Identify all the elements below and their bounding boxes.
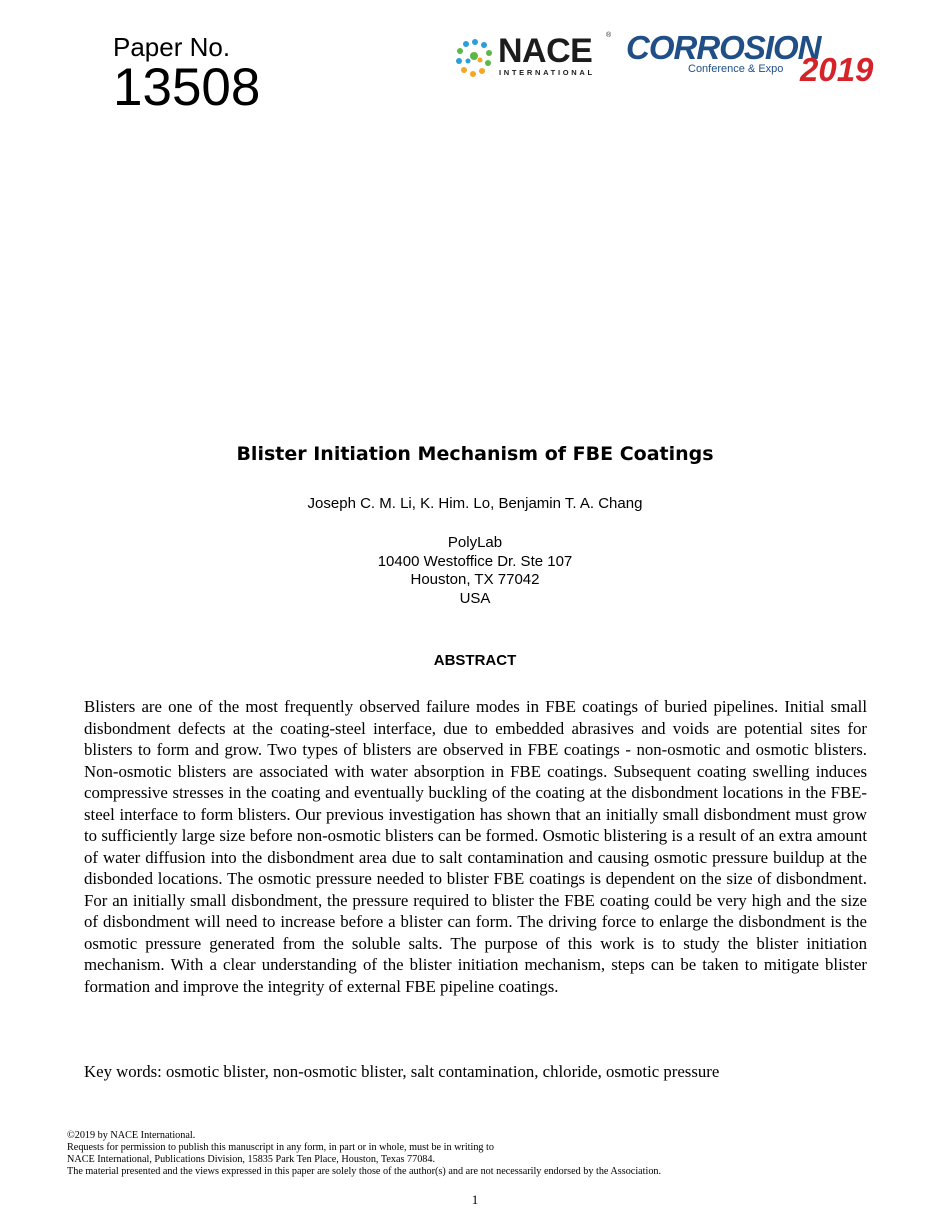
author-list: Joseph C. M. Li, K. Him. Lo, Benjamin T. A. Chang [307,495,643,512]
footer-notice [67,1130,867,1178]
footer-permission-line-2: NACE International, Publications Division, 15835 Park Ten Place, Houston, Texas 77084. [67,1154,436,1165]
paper-number-label: Paper No. [113,32,231,62]
affiliation-organization: PolyLab [447,534,503,551]
nace-wordmark: NACE [498,32,593,70]
abstract-text: Blisters are one of the most frequently observed failure modes in FBE coatings of buried pipelines. Initial small disbondment defects at the coating-steel interface, due to embedded abrasives and voids are potential sites for blisters to form and grow. Two types of blisters are observed in FBE coatings - non-osmotic and osmotic blisters. Non-osmotic blisters are associated with water absorption in FBE coatings. Subsequent coating swelling induces compressive stresses in the coating and eventually buckling of the coating at the disbondment locations in the FBE-steel interface to form blisters. Our previous investigation has shown that an initially small disbondment must grow to sufficiently large size before non-osmotic blisters can be formed. Osmotic blistering is a result of an extra amount of water diffusion into the disbondment area due to salt contamination and causing osmotic pressure buildup at the disbonded locations. The osmotic pressure needed to blister FBE coatings is dependent on the size of disbondment. For an initially small disbondment, the pressure required to blister the FBE coating could be very high and the size of disbondment will need to increase before a blister can form. The driving force to enlarge the disbondment is the osmotic pressure generated from the soluble salts. The purpose of this work is to study the blister initiation mechanism. With a clear understanding of the blister initiation mechanism, steps can be taken to mitigate blister formation and improve the integrity of external FBE pipeline coatings. [84,697,867,996]
nace-logo [454,34,614,80]
footer-permission-line-1: Requests for permission to publish this manuscript in any form, in part or in whole, must be in writing to [67,1142,494,1153]
paper-title: Blister Initiation Mechanism of FBE Coatings [236,443,714,465]
corrosion-2019-logo [626,30,886,86]
registered-mark: ® [606,32,612,39]
page-number: 1 [471,1192,479,1207]
nace-globe-icon [454,36,496,80]
paper-number: 13508 [113,58,261,117]
nace-subtitle: INTERNATIONAL [499,68,595,77]
corrosion-subtitle: Conference & Expo [688,63,784,75]
keywords: Key words: osmotic blister, non-osmotic blister, salt contamination, chloride, osmotic pressure [84,1062,720,1081]
footer-copyright: ©2019 by NACE International. [67,1130,196,1141]
affiliation-country: USA [459,589,491,607]
affiliation-street: 10400 Westoffice Dr. Ste 107 [377,552,573,570]
affiliation [0,534,950,608]
corrosion-year: 2019 [800,51,874,88]
abstract-heading: ABSTRACT [433,652,517,669]
footer-disclaimer: The material presented and the views expressed in this paper are solely those of the author(s) and are not necessarily endorsed by the Association. [67,1166,662,1177]
corrosion-wordmark: CORROSION [626,29,821,66]
affiliation-city: Houston, TX 77042 [410,571,540,588]
